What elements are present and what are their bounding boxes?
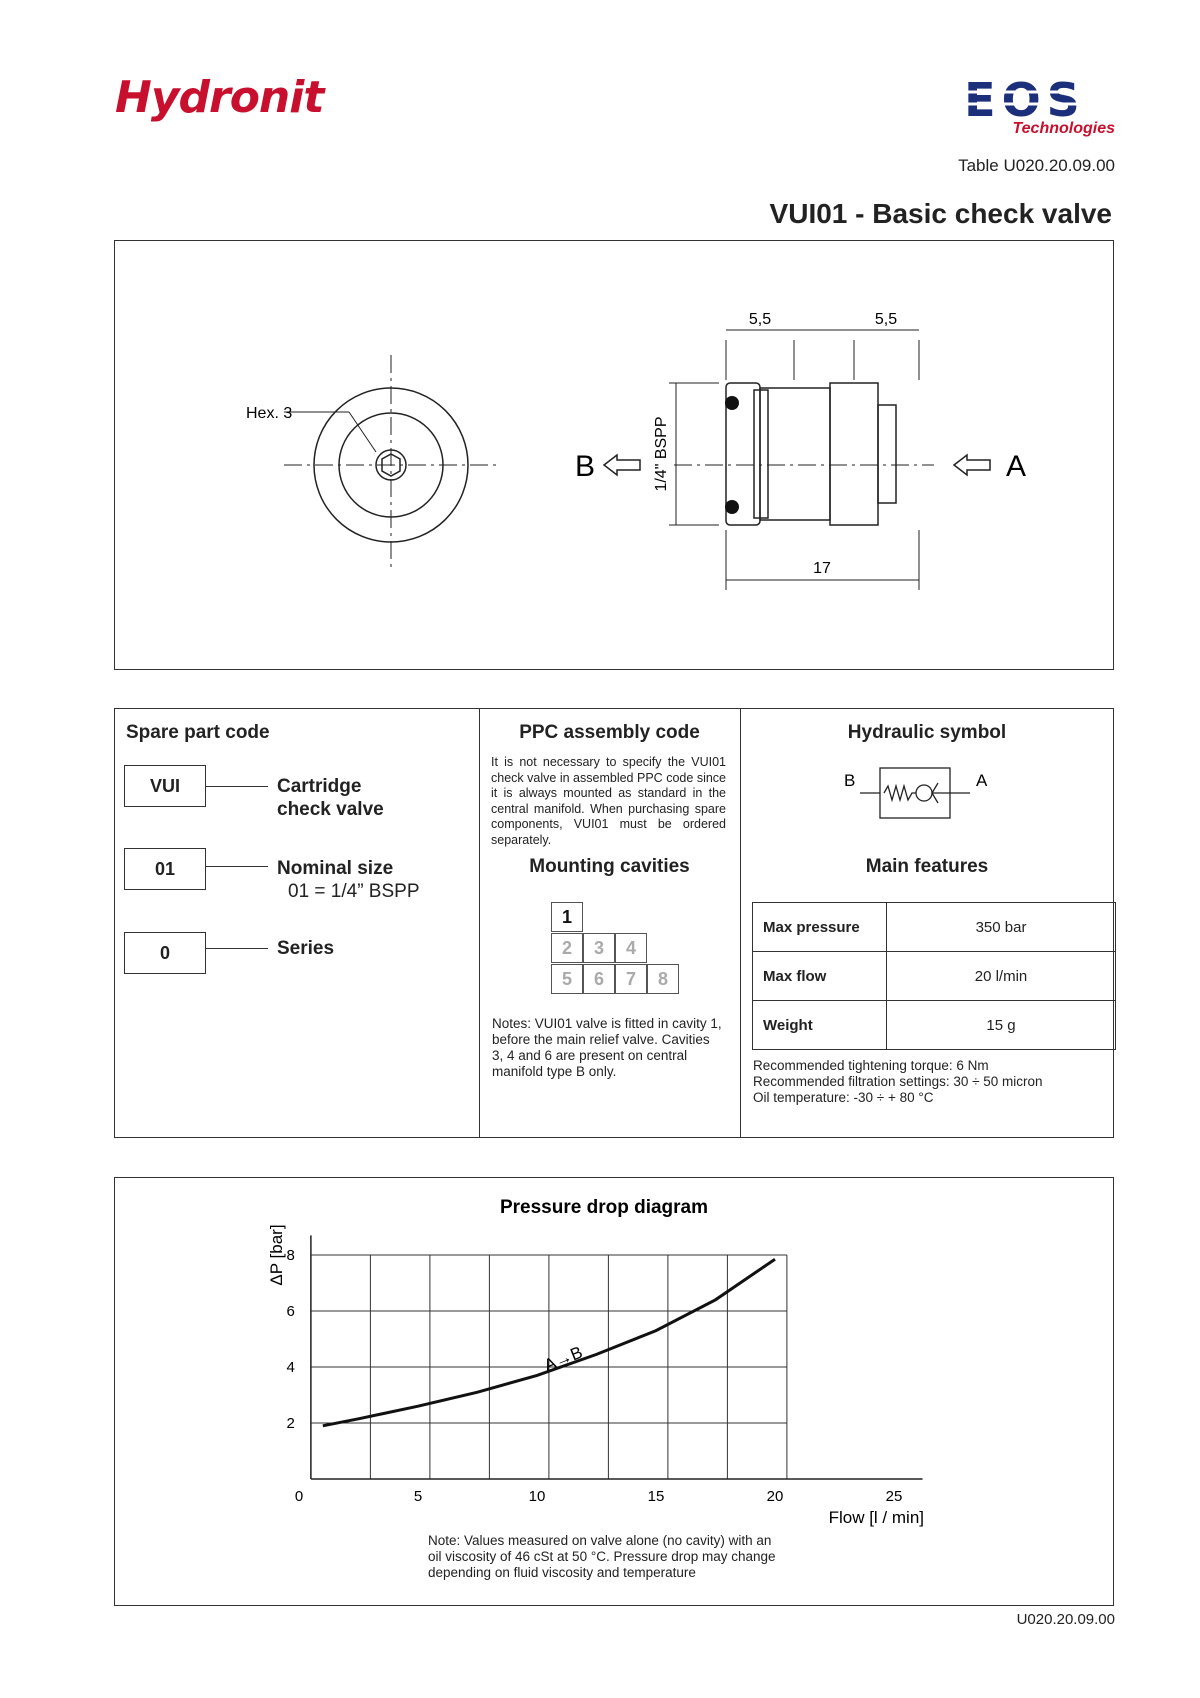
note-temperature: Oil temperature: -30 ÷ + 80 °C [753, 1090, 934, 1105]
cavity-4: 4 [615, 933, 647, 963]
hydraulic-title: Hydraulic symbol [847, 722, 1007, 743]
valve-drawing [114, 240, 1114, 670]
chart-title: Pressure drop diagram [499, 1197, 709, 1218]
ppc-text: It is not necessary to specify the VUI01 check valve in assembled PPC code since it is always mounted as standard in the central manifold. When purchasing spare components, VUI01 must be ordered separately. [491, 755, 726, 847]
cavity-8: 8 [647, 964, 679, 994]
feature-key: Max flow [753, 952, 887, 1001]
port-a-label: A [1006, 450, 1027, 483]
eos-logo-text: EOS [964, 78, 1086, 124]
feature-key: Max pressure [753, 903, 887, 952]
cavity-notes: Notes: VUI01 valve is fitted in cavity 1, before the main relief valve. Cavities 3, 4 and 6 are present on central manifold type B only. [492, 1016, 722, 1079]
divider [479, 708, 480, 1138]
features-title: Main features [865, 856, 989, 877]
feature-notes [753, 1058, 1043, 1106]
code-label-nominal-size [277, 857, 420, 903]
code-label-line1: Nominal size [277, 858, 394, 879]
leader-line [206, 948, 268, 949]
port-b-label: B [575, 450, 596, 483]
table-row [753, 1001, 1116, 1050]
divider [740, 708, 741, 1138]
symbol-port-b: B [844, 771, 856, 790]
dim-top-left: 5,5 [748, 311, 772, 328]
symbol-port-a: A [976, 771, 988, 790]
leader-line [206, 786, 268, 787]
leader-line [206, 866, 268, 867]
features-table [752, 902, 1116, 1050]
y-tick-label: 4 [286, 1359, 295, 1376]
page-title: VUI01 - Basic check valve [769, 198, 1112, 229]
feature-value: 20 l/min [887, 952, 1116, 1001]
hex-label: Hex. 3 [246, 405, 293, 422]
x-axis-label: Flow [l / min] [828, 1508, 924, 1527]
x-tick-label: 20 [766, 1488, 784, 1505]
chart-note: Note: Values measured on valve alone (no cavity) with an oil viscosity of 46 cSt at 50 °C. Pressure drop may change depending on fluid viscosity and temperature [428, 1533, 776, 1580]
code-label-line2: check valve [277, 799, 384, 820]
code-label-line1: Cartridge [277, 776, 362, 797]
code-label-cartridge [277, 775, 384, 821]
hydraulic-symbol [840, 760, 990, 820]
series-label: A→B [541, 1342, 586, 1376]
dim-top-right: 5,5 [874, 311, 898, 328]
table-row [753, 903, 1116, 952]
cavity-7: 7 [615, 964, 647, 994]
hydronit-logo [115, 72, 323, 123]
y-axis-label: ΔP [bar] [267, 1224, 286, 1286]
table-row [753, 952, 1116, 1001]
note-filtration: Recommended filtration settings: 30 ÷ 50 micron [753, 1074, 1043, 1089]
code-box-0: 0 [124, 932, 206, 974]
cavity-6: 6 [583, 964, 615, 994]
x-tick-label: 10 [528, 1488, 546, 1505]
cavity-5: 5 [551, 964, 583, 994]
code-label-line2: 01 = 1/4” BSPP [288, 881, 420, 902]
hydronit-logo-text: Hydronit [115, 72, 324, 123]
cavity-3: 3 [583, 933, 615, 963]
x-tick-label: 5 [413, 1488, 423, 1505]
x-tick-label: 0 [294, 1488, 304, 1505]
y-tick-label: 8 [286, 1247, 295, 1264]
feature-value: 15 g [887, 1001, 1116, 1050]
dim-bottom: 17 [813, 560, 831, 577]
cavity-1: 1 [551, 902, 583, 932]
cavities-title: Mounting cavities [529, 856, 690, 877]
code-label-series: Series [277, 938, 335, 959]
ppc-title: PPC assembly code [519, 722, 700, 743]
spare-part-title: Spare part code [126, 722, 270, 743]
feature-value: 350 bar [887, 903, 1116, 952]
dim-side: 1/4" BSPP [653, 416, 670, 492]
x-tick-label: 15 [647, 1488, 665, 1505]
code-box-01: 01 [124, 848, 206, 890]
eos-tagline: Technologies [1012, 120, 1115, 137]
y-tick-label: 6 [286, 1303, 295, 1320]
eos-logo [935, 78, 1115, 124]
table-reference: Table U020.20.09.00 [958, 156, 1115, 175]
code-box-vui: VUI [124, 765, 206, 807]
y-tick-label: 2 [286, 1415, 295, 1432]
footer-code: U020.20.09.00 [1016, 1611, 1115, 1628]
cavity-2: 2 [551, 933, 583, 963]
note-torque: Recommended tightening torque: 6 Nm [753, 1058, 989, 1073]
x-tick-label: 25 [885, 1488, 903, 1505]
feature-key: Weight [753, 1001, 887, 1050]
